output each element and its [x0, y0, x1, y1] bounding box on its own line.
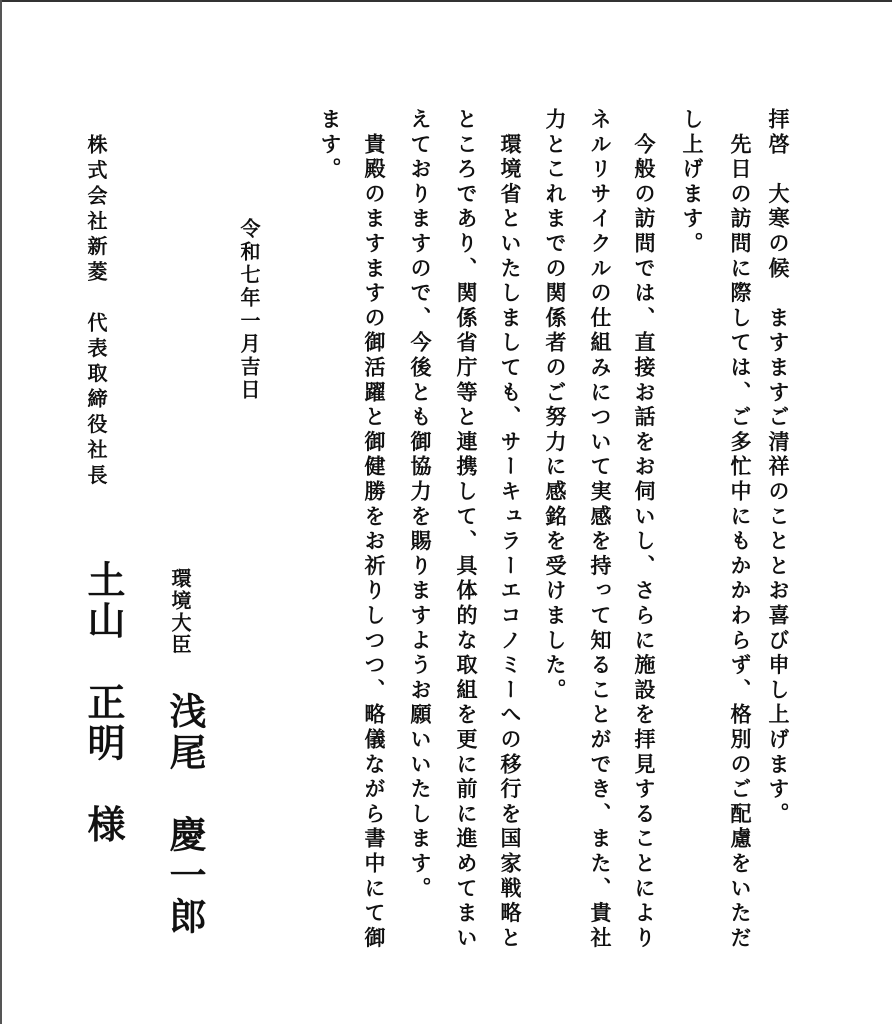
letter-date: 令和七年一月吉日 [237, 218, 261, 402]
letter-line-7: 環境省といたしましても、サーキュラーエコノミーへの移行を国家戦略と [498, 108, 523, 952]
letter-line-4: 今般の訪問では、直接お話をお伺いし、さらに施設を拝見することにより [632, 108, 657, 952]
sender-name: 浅尾 慶一郎 [163, 692, 207, 938]
letter-line-10: 貴殿のますますの御活躍と御健勝をお祈りしつつ、略儀ながら書中にて御 [362, 108, 387, 952]
recipient-company-title: 株式会社新菱 代表取締役社長 [84, 134, 108, 490]
sender-title: 環境大臣 [168, 568, 192, 656]
letter-line-1: 拝啓 大寒の候 ますますご清祥のこととお喜び申し上げます。 [766, 108, 791, 828]
page-top-border [0, 0, 892, 2]
letter-line-5: ネルリサイクルの仕組みについて実感を持って知ることができ、また、貴社 [588, 108, 613, 952]
recipient-name: 土山 正明 様 [81, 560, 126, 846]
letter-line-6: 力とこれまでの関係者のご努力に感銘を受けました。 [543, 108, 568, 704]
letter-line-2: 先日の訪問に際しては、ご多忙中にもかかわらず、格別のご配慮をいただ [728, 108, 753, 952]
page-left-border [0, 0, 2, 1024]
letter-line-11: ます。 [318, 108, 343, 183]
letter-line-3: し上げます。 [680, 108, 705, 257]
letter-line-8: ところであり、関係省庁等と連携して、具体的な取組を更に前に進めてまい [454, 108, 479, 952]
letter-line-9: えておりますので、今後とも御協力を賜りますようお願いいたします。 [408, 108, 433, 902]
